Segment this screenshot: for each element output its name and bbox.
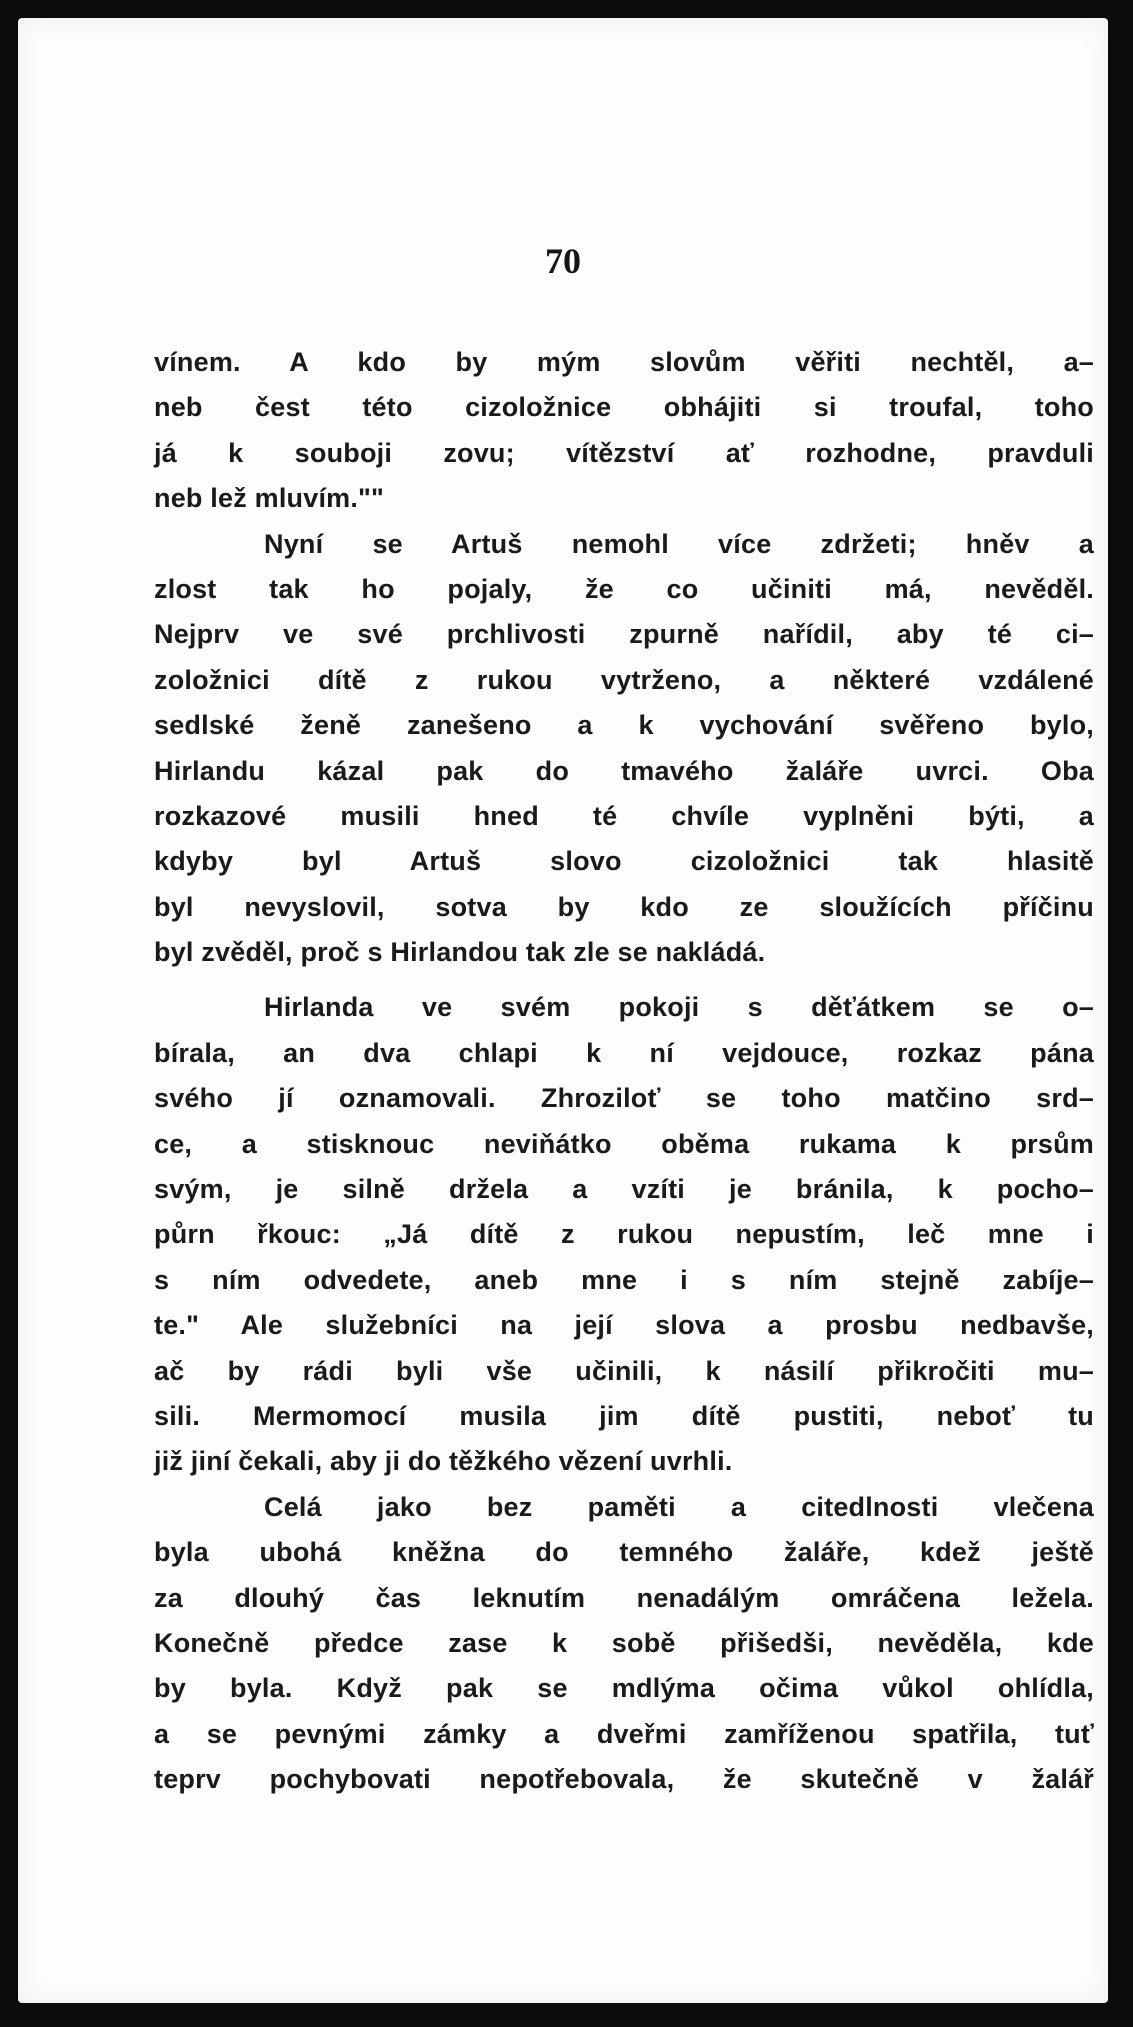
text-line: s ním odvedete, aneb mne i s ním stejně zabíje–	[154, 1264, 1094, 1295]
text-line: svého jí oznamovali. Zhroziloť se toho matčino srd–	[154, 1083, 1094, 1114]
text-line: za dlouhý čas leknutím nenadálým omráčena ležela.	[154, 1582, 1094, 1613]
text-line: vínem. A kdo by mým slovům věřiti nechtěl, a–	[154, 347, 1094, 377]
text-line: neb čest této cizoložnice obhájiti si troufal, toho	[154, 392, 1094, 423]
text-line: Hirlanda ve svém pokoji s děťátkem se o–	[264, 992, 1094, 1023]
text-line: sili. Mermomocí musila jim dítě pustiti, neboť tu	[154, 1400, 1094, 1431]
text-line: rozkazové musili hned té chvíle vyplněni býti, a	[154, 800, 1094, 831]
body-text	[154, 340, 1094, 1803]
text-line: by byla. Když pak se mdlýma očima vůkol ohlídla,	[154, 1673, 1094, 1704]
text-line: Konečně předce zase k sobě přišedši, nevěděla, kde	[154, 1627, 1094, 1658]
book-page	[18, 18, 1108, 2003]
text-line: a se pevnými zámky a dveřmi zamříženou spatřila, tuť	[154, 1718, 1094, 1749]
text-line: Nyní se Artuš nemohl více zdržeti; hněv a	[264, 528, 1094, 559]
text-line: ce, a stisknouc neviňátko oběma rukama k prsům	[154, 1128, 1094, 1159]
text-line: te." Ale služebníci na její slova a prosbu nedbavše,	[154, 1310, 1094, 1341]
text-line: teprv pochybovati nepotřebovala, že skutečně v žalář	[154, 1764, 1094, 1795]
text-line: já k souboji zovu; vítězství ať rozhodne, pravduli	[154, 437, 1094, 468]
text-line: byl zvěděl, proč s Hirlandou tak zle se nakládá.	[154, 937, 766, 968]
text-line: zoložnici dítě z rukou vytrženo, a některé vzdálené	[154, 664, 1094, 695]
text-line: Celá jako bez paměti a citedlnosti vlečena	[264, 1491, 1094, 1522]
text-line: Nejprv ve své prchlivosti zpurně nařídil, aby té ci–	[154, 619, 1094, 650]
text-line: byla ubohá kněžna do temného žaláře, kdež ještě	[154, 1537, 1094, 1568]
text-line: Hirlandu kázal pak do tmavého žaláře uvrci. Oba	[154, 755, 1094, 786]
page-number: 70	[545, 241, 581, 281]
text-line: svým, je silně držela a vzíti je bránila, k pocho–	[154, 1174, 1094, 1205]
text-line: neb lež mluvím.""	[154, 483, 385, 514]
text-line: ač by rádi byli vše učinili, k násilí přikročiti mu–	[154, 1355, 1094, 1386]
text-line: kdyby byl Artuš slovo cizoložnici tak hlasitě	[154, 846, 1094, 877]
text-line: zlost tak ho pojaly, že co učiniti má, nevěděl.	[154, 573, 1094, 604]
text-line: již jiní čekali, aby ji do těžkého vězení uvrhli.	[154, 1446, 733, 1477]
text-line: půrn řkouc: „Já dítě z rukou nepustím, leč mne i	[154, 1219, 1094, 1250]
text-line: sedlské ženě zanešeno a k vychování svěřeno bylo,	[154, 710, 1094, 741]
text-line: bírala, an dva chlapi k ní vejdouce, rozkaz pána	[154, 1037, 1094, 1068]
text-line: byl nevyslovil, sotva by kdo ze sloužících příčinu	[154, 891, 1094, 922]
